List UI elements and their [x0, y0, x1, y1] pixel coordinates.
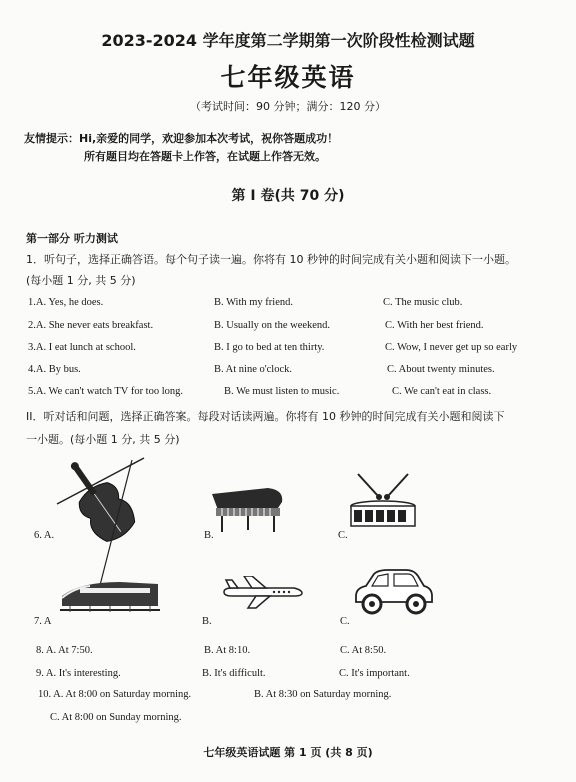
q2-option-b: B. Usually on the weekend. — [214, 320, 331, 331]
q8-option-a: 8. A. At 7:50. — [36, 645, 93, 656]
q9-option-b: B. It's difficult. — [202, 668, 266, 679]
q10-option-c: C. At 8:00 on Sunday morning. — [50, 712, 182, 723]
part2-instruction-b: 一小题。(每小题 1 分, 共 5 分) — [26, 433, 180, 446]
q7-label-a: 7. A — [34, 616, 52, 627]
q1-option-c: C. The music club. — [383, 297, 463, 308]
part1-instruction-b: (每小题 1 分, 共 5 分) — [26, 274, 136, 287]
q8-option-b: B. At 8:10. — [204, 645, 251, 656]
tip-line-2: 所有题目均在答题卡上作答，在试题上作答无效。 — [84, 150, 326, 163]
q5-option-a: 5.A. We can't watch TV for too long. — [28, 386, 184, 397]
q10-option-a: 10. A. At 8:00 on Saturday morning. — [38, 689, 192, 700]
q6-label-c: C. — [338, 530, 348, 541]
q10-option-b: B. At 8:30 on Saturday morning. — [254, 689, 392, 700]
tip-line-1: 友情提示：Hi,亲爱的同学，欢迎参加本次考试，祝你答题成功！ — [24, 132, 339, 145]
q6-label-b: B. — [204, 530, 214, 541]
q2-option-a: 2.A. She never eats breakfast. — [28, 320, 154, 331]
q4-option-a: 4.A. By bus. — [28, 364, 81, 375]
q5-option-c: C. We can't eat in class. — [392, 386, 492, 397]
q5-option-b: B. We must listen to music. — [224, 386, 340, 397]
section-title: 第 I 卷(共 70 分) — [231, 188, 345, 204]
subject-title: 七年级英语 — [220, 63, 356, 92]
q3-option-a: 3.A. I eat lunch at school. — [28, 342, 136, 353]
q8-option-c: C. At 8:50. — [340, 645, 387, 656]
q4-option-c: C. About twenty minutes. — [387, 364, 495, 375]
part1-instruction-a: 1．听句子，选择正确答语。每个句子读一遍。你将有 10 秒钟的时间完成有关小题和阅读下一小题。 — [26, 253, 516, 266]
part-title: 第一部分 听力测试 — [26, 232, 118, 245]
q2-option-c: C. With her best friend. — [385, 320, 484, 331]
drum-picture — [348, 470, 418, 532]
page-footer: 七年级英语试题 第 1 页 (共 8 页) — [203, 746, 373, 759]
q9-option-c: C. It's important. — [339, 668, 410, 679]
q1-option-b: B. With my friend. — [214, 297, 294, 308]
piano-picture — [208, 484, 288, 534]
q7-label-b: B. — [202, 616, 212, 627]
train-picture — [60, 574, 160, 614]
part2-instruction-a: II．听对话和问题，选择正确答案。每段对话读两遍。你将有 10 秒钟的时间完成有关小题和阅读下 — [26, 410, 505, 423]
q6-label-a: 6. A. — [34, 530, 55, 541]
exam-info: （考试时间：90 分钟；满分：120 分） — [190, 100, 386, 113]
q3-option-b: B. I go to bed at ten thirty. — [214, 342, 325, 353]
q3-option-c: C. Wow, I never get up so early — [385, 342, 518, 353]
q9-option-a: 9. A. It's interesting. — [36, 668, 121, 679]
exam-title: 2023-2024 学年度第二学期第一次阶段性检测试题 — [101, 31, 475, 50]
q7-label-c: C. — [340, 616, 350, 627]
q1-option-a: 1.A. Yes, he does. — [28, 297, 104, 308]
q4-option-b: B. At nine o'clock. — [214, 364, 293, 375]
plane-picture — [222, 576, 304, 610]
car-picture — [352, 566, 434, 616]
